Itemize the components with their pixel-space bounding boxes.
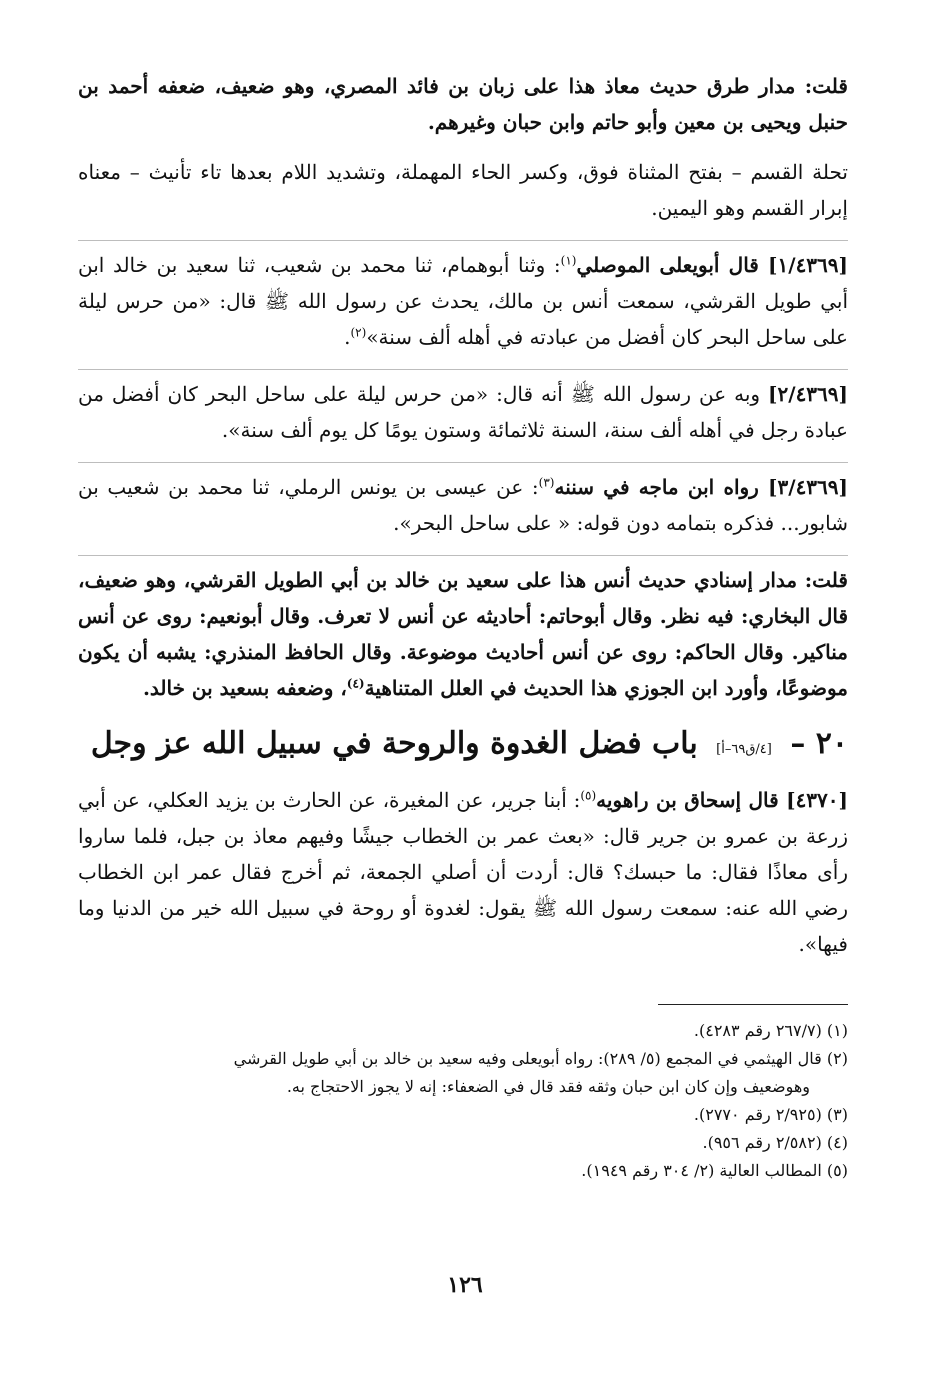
comment-paragraph — [78, 562, 848, 712]
divider — [78, 240, 848, 241]
hadith-number: [٣/٤٣٦٩] رواه ابن ماجه في سننه — [554, 475, 848, 499]
hadith-number: [١/٤٣٦٩] قال أبويعلى الموصلي — [576, 253, 848, 277]
footnote-ref: (٤) — [346, 676, 365, 691]
chapter-number: ٢٠ – — [790, 726, 848, 761]
footnote-3: (٣) (٢/٩٢٥ رقم ٢٧٧٠). — [693, 1105, 848, 1124]
comment-paragraph: قلت: مدار طرق حديث معاذ هذا على زبان بن فائد المصري، وهو ضعيف، ضعفه أحمد بن حنبل ويحيى بن معين وأبو حاتم وابن حبان وغيرهم. — [78, 74, 848, 134]
divider — [78, 462, 848, 463]
hadith-text: : عن عيسى بن يونس الرملي، ثنا محمد بن شعيب بن شابور... فذكره بتمامه دون قوله: « على ساحل البحر». — [78, 475, 848, 535]
footnote-4: (٤) (٢/٥٨٢ رقم ٩٥٦). — [702, 1133, 848, 1152]
hadith-text: : وثنا أبوهمام، ثنا محمد بن شعيب، ثنا سعيد بن خالد ابن أبي طويل القرشي، سمعت أنس بن مالك، يحدث عن رسول الله ﷺ قال: «من حرس ليلة على ساحل البحر كان أفضل من عبادته في أهله ألف سنة» — [78, 253, 848, 349]
footnote-2: (٢) قال الهيثمي في المجمع (٥/ ٢٨٩): رواه أبويعلى وفيه سعيد بن خالد بن أبي طويل القرشي — [233, 1049, 848, 1068]
hadith-end: . — [344, 325, 351, 349]
footnote-ref: (١) — [560, 253, 577, 268]
chapter-title: باب فضل الغدوة والروحة في سبيل الله عز وجل — [90, 726, 698, 761]
hadith-paragraph — [78, 782, 848, 968]
hadith-number: [٤٣٧٠] قال إسحاق بن راهويه — [596, 788, 848, 812]
hadith-number: [٢/٤٣٦٩] — [768, 382, 848, 406]
hadith-text: وبه عن رسول الله ﷺ أنه قال: «من حرس ليلة على ساحل البحر كان أفضل من عبادة رجل في أهله ألف سنة، السنة ثلاثمائة وستون يومًا كل يوم ألف سنة». — [78, 382, 848, 442]
chapter-heading — [78, 720, 848, 774]
footnote-ref: (٥) — [580, 788, 597, 803]
hadith-paragraph — [78, 247, 848, 361]
footnote-rule-row — [78, 976, 848, 1017]
footnote-ref: (٢) — [350, 325, 367, 340]
comment-end: ، وضعفه بسعيد بن خالد. — [142, 676, 347, 700]
page-number: ١٢٦ — [447, 1272, 483, 1298]
divider — [78, 555, 848, 556]
footnote-1: (١) (٢٦٧/٧ رقم ٤٢٨٣). — [693, 1021, 848, 1040]
footnote-2-continued: وهوضعيف وإن كان ابن حبان وثقه فقد قال في الضعفاء: إنه لا يجوز الاحتجاج به. — [286, 1077, 810, 1096]
footnote-rule — [658, 1004, 848, 1005]
hadith-text: : أبنا جرير، عن المغيرة، عن الحارث بن يزيد العكلي، عن أبي زرعة بن عمرو بن جرير قال: «بعث عمر بن الخطاب جيشًا وفيهم معاذ بن جبل، فلما ساروا رأى معاذًا فقال: ما حبسك؟ قال: أردت أن أصلي الجمعة، ثم أخرج فقال عمر ابن الخطاب رضي الله عنه: سمعت رسول الله ﷺ يقول: لغدوة أو روحة في سبيل الله خير من الدنيا وما فيها». — [78, 788, 848, 956]
footnotes — [78, 1017, 848, 1185]
divider — [78, 369, 848, 370]
glossary-paragraph: تحلة القسم – بفتح المثناة فوق، وكسر الحاء المهملة، وتشديد اللام بعدها تاء تأنيث – معناه إبرار القسم وهو اليمين. — [78, 160, 848, 220]
hadith-paragraph — [78, 469, 848, 547]
comment-text: قلت: مدار إسنادي حديث أنس هذا على سعيد بن خالد بن أبي الطويل القرشي، وهو ضعيف، قال البخاري: فيه نظر. وقال أبوحاتم: أحاديثه عن أنس لا تعرف. وقال أبونعيم: روى عن أنس مناكير. وقال الحاكم: روى عن أنس أحاديث موضوعة. وقال الحافظ المنذري: يشبه أن يكون موضوعًا، وأورد ابن الجوزي هذا الحديث في العلل المتناهية — [78, 568, 848, 700]
footnote-ref: (٣) — [538, 475, 555, 490]
footnote-5: (٥) المطالب العالية (٢/ ٣٠٤ رقم ١٩٤٩). — [581, 1161, 848, 1180]
hadith-paragraph — [78, 376, 848, 454]
manuscript-code: [٤/ق٦٩–أ] — [716, 742, 772, 757]
